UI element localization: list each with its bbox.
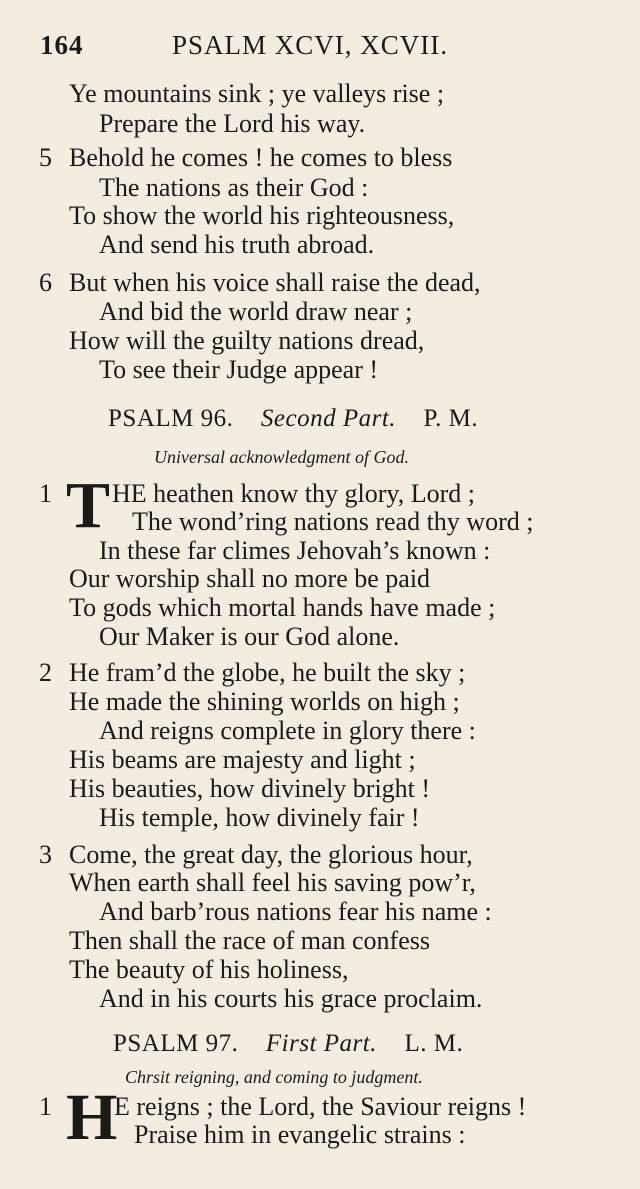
verse-line: Prepare the Lord his way.	[99, 109, 366, 138]
drop-cap: T	[66, 469, 111, 542]
verse-line: And reigns complete in glory there :	[99, 716, 476, 745]
verse-line: His beauties, how divinely bright !	[69, 774, 431, 803]
drop-cap: H	[66, 1081, 118, 1154]
psalm-part: Second Part.	[260, 405, 397, 432]
verse-line: HE heathen know thy glory, Lord ;	[112, 479, 475, 508]
psalm-meter: P. M.	[423, 405, 479, 432]
verse-line: And send his truth abroad.	[99, 230, 375, 259]
psalm-heading	[108, 405, 478, 433]
verse-line: His temple, how divinely fair !	[99, 803, 420, 832]
stanza-number: 1	[39, 479, 52, 508]
verse-line: Our worship shall no more be paid	[69, 564, 431, 593]
verse-line: And in his courts his grace proclaim.	[99, 984, 483, 1013]
psalm-heading	[113, 1030, 463, 1058]
verse-line: How will the guilty nations dread,	[69, 326, 425, 355]
stanza-number: 3	[39, 840, 52, 869]
verse-line: Come, the great day, the glorious hour,	[69, 840, 473, 869]
verse-line: To see their Judge appear !	[99, 355, 379, 384]
verse-line: He made the shining worlds on high ;	[69, 687, 460, 716]
verse-line: Ye mountains sink ; ye valleys rise ;	[69, 79, 445, 108]
stanza-number: 5	[39, 143, 52, 172]
verse-line: E reigns ; the Lord, the Saviour reigns !	[114, 1092, 527, 1121]
verse-line: In these far climes Jehovah’s known :	[99, 536, 491, 565]
verse-line: To show the world his righteousness,	[69, 201, 455, 230]
page-number: 164	[40, 30, 84, 60]
verse-line: He fram’d the globe, he built the sky ;	[69, 658, 466, 687]
verse-line: The beauty of his holiness,	[69, 955, 349, 984]
running-title: PSALM XCVI, XCVII.	[172, 30, 449, 60]
verse-line: Then shall the race of man confess	[69, 926, 430, 955]
psalm-subtitle: Chrsit reigning, and coming to judgment.	[125, 1067, 423, 1087]
page-header	[40, 30, 600, 64]
verse-line: Praise him in evangelic strains :	[134, 1120, 466, 1149]
psalm-title: PSALM 97.	[113, 1030, 239, 1057]
stanza-number: 6	[39, 268, 52, 297]
verse-line: His beams are majesty and light ;	[69, 745, 416, 774]
psalm-subtitle: Universal acknowledgment of God.	[154, 447, 409, 467]
stanza-number: 2	[39, 658, 52, 687]
verse-line: Our Maker is our God alone.	[99, 622, 400, 651]
psalm-title: PSALM 96.	[108, 405, 234, 432]
verse-line: The wond’ring nations read thy word ;	[132, 507, 534, 536]
verse-line: When earth shall feel his saving pow’r,	[69, 868, 476, 897]
verse-line: And bid the world draw near ;	[99, 297, 413, 326]
stanza-number: 1	[39, 1092, 52, 1121]
psalm-part: First Part.	[265, 1030, 377, 1057]
psalm-meter: L. M.	[404, 1030, 464, 1057]
verse-line: But when his voice shall raise the dead,	[69, 268, 481, 297]
verse-line: And barb’rous nations fear his name :	[99, 897, 492, 926]
verse-line: Behold he comes ! he comes to bless	[69, 143, 453, 172]
verse-line: To gods which mortal hands have made ;	[69, 593, 496, 622]
verse-line: The nations as their God :	[99, 173, 369, 202]
